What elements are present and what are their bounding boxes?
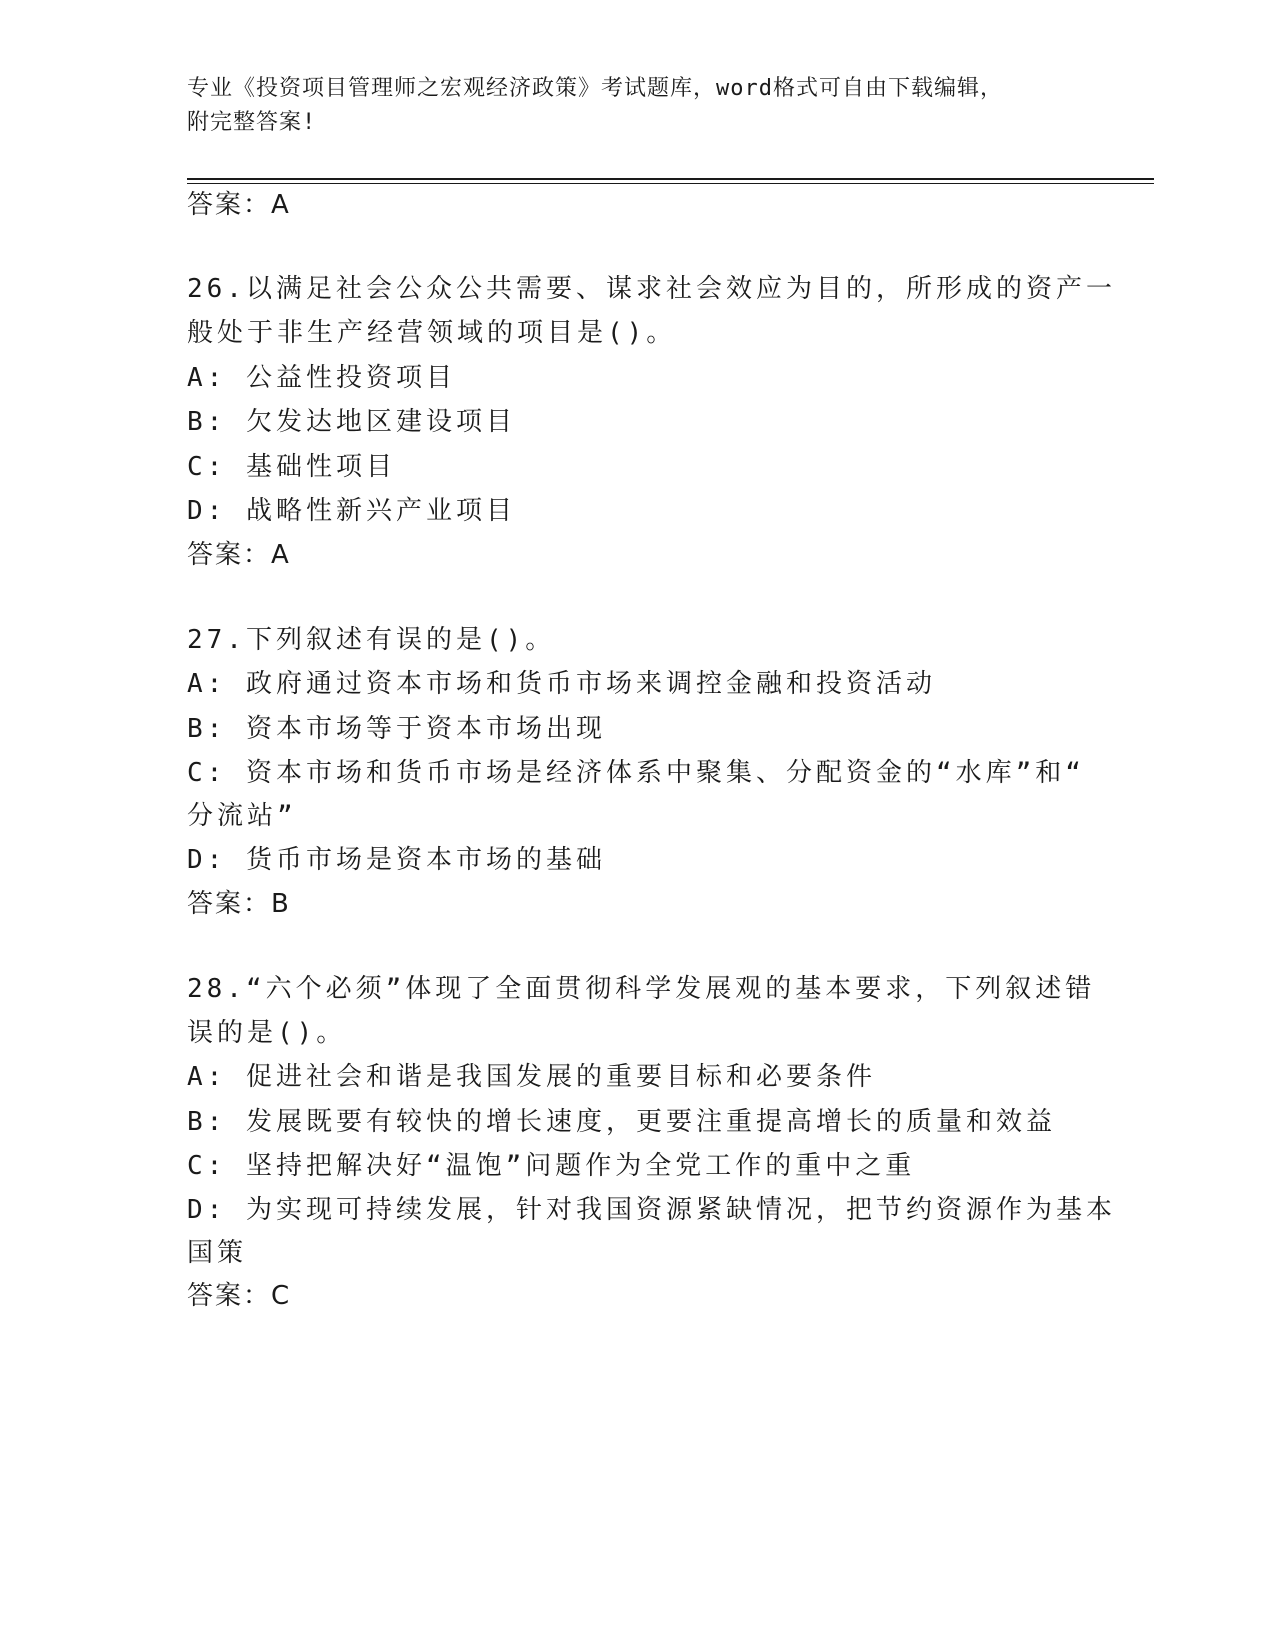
question-28-option-a: A: 促进社会和谐是我国发展的重要目标和必要条件 — [187, 1062, 876, 1092]
question-28-stem-line-2: 误的是()。 — [187, 1018, 347, 1048]
answer-27: 答案：B — [187, 889, 291, 919]
question-27-stem-line-1: 27.下列叙述有误的是()。 — [187, 625, 556, 655]
header-line-1: 专业《投资项目管理师之宏观经济政策》考试题库，word格式可自由下载编辑， — [187, 76, 1003, 101]
question-27-option-c-line-2: 分流站” — [187, 801, 297, 831]
answer-26: 答案：A — [187, 540, 291, 570]
question-27-option-d: D: 货币市场是资本市场的基础 — [187, 845, 606, 875]
answer-25: 答案：A — [187, 190, 291, 220]
question-27-option-a: A: 政府通过资本市场和货币市场来调控金融和投资活动 — [187, 669, 936, 699]
header-rule-thick — [187, 178, 1154, 180]
question-26-option-a: A: 公益性投资项目 — [187, 363, 456, 393]
question-26-option-c: C: 基础性项目 — [187, 452, 396, 482]
question-28-option-b: B: 发展既要有较快的增长速度，更要注重提高增长的质量和效益 — [187, 1107, 1056, 1137]
answer-28: 答案：C — [187, 1281, 292, 1311]
header-rule-thin — [187, 183, 1154, 184]
question-28-option-c: C: 坚持把解决好“温饱”问题作为全党工作的重中之重 — [187, 1151, 916, 1181]
question-26-stem-line-1: 26.以满足社会公众公共需要、谋求社会效应为目的，所形成的资产一 — [187, 274, 1116, 304]
question-26-option-d: D: 战略性新兴产业项目 — [187, 496, 516, 526]
question-27-option-b: B: 资本市场等于资本市场出现 — [187, 714, 606, 744]
document-header — [187, 72, 1067, 140]
question-28-option-d-line-2: 国策 — [187, 1238, 248, 1268]
header-line-2: 附完整答案! — [187, 110, 317, 135]
question-26-option-b: B: 欠发达地区建设项目 — [187, 407, 516, 437]
question-26-stem-line-2: 般处于非生产经营领域的项目是()。 — [187, 318, 677, 348]
question-28-option-d-line-1: D: 为实现可持续发展，针对我国资源紧缺情况，把节约资源作为基本 — [187, 1195, 1116, 1225]
question-27-option-c-line-1: C: 资本市场和货币市场是经济体系中聚集、分配资金的“水库”和“ — [187, 758, 1085, 788]
question-28-stem-line-1: 28.“六个必须”体现了全面贯彻科学发展观的基本要求，下列叙述错 — [187, 974, 1096, 1004]
